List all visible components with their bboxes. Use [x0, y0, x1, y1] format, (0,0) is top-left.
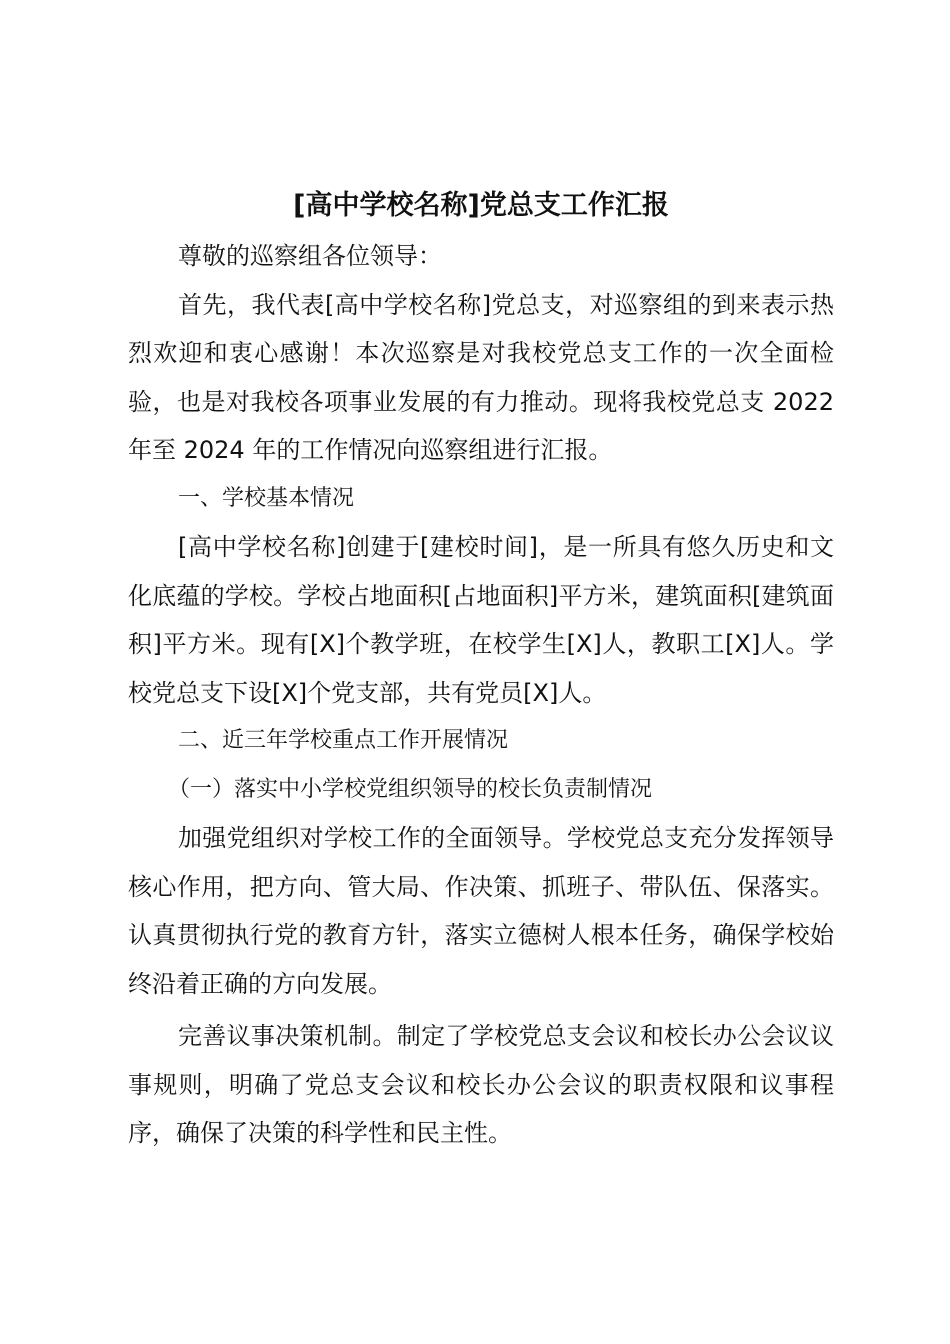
subsection-heading-principal-responsibility: （一）落实中小学校党组织领导的校长负责制情况 — [168, 776, 653, 802]
section-heading-key-work: 二、近三年学校重点工作开展情况 — [178, 728, 509, 753]
section-heading-basic-info: 一、学校基本情况 — [178, 485, 355, 511]
intro-paragraph: 首先，我代表[高中学校名称]党总支，对巡察组的到来表示热烈欢迎和衷心感谢！本次巡察是对我校党总支工作的一次全面检验，也是对我校各项事业发展的有力推动。现将我校党总支 2022 年至 2024 年的工作情况向巡察组进行汇报。 — [128, 290, 834, 464]
leadership-paragraph: 加强党组织对学校工作的全面领导。学校党总支充分发挥领导核心作用，把方向、管大局、作决策、抓班子、带队伍、保落实。认真贯彻执行党的教育方针，落实立德树人根本任务，确保学校始终沿着正确的方向发展。 — [128, 824, 834, 998]
basic-info-paragraph: [高中学校名称]创建于[建校时间]，是一所具有悠久历史和文化底蕴的学校。学校占地面积[占地面积]平方米，建筑面积[建筑面积]平方米。现有[X]个教学班，在校学生[X]人，教职工[X]人。学校党总支下设[X]个党支部，共有党员[X]人。 — [128, 533, 834, 707]
document-title: [高中学校名称]党总支工作汇报 — [293, 190, 669, 221]
document-body — [128, 182, 834, 1158]
decision-mechanism-paragraph: 完善议事决策机制。制定了学校党总支会议和校长办公会议议事规则，明确了党总支会议和校长办公会议的职责权限和议事程序，确保了决策的科学性和民主性。 — [128, 1022, 834, 1147]
salutation: 尊敬的巡察组各位领导： — [178, 242, 442, 270]
